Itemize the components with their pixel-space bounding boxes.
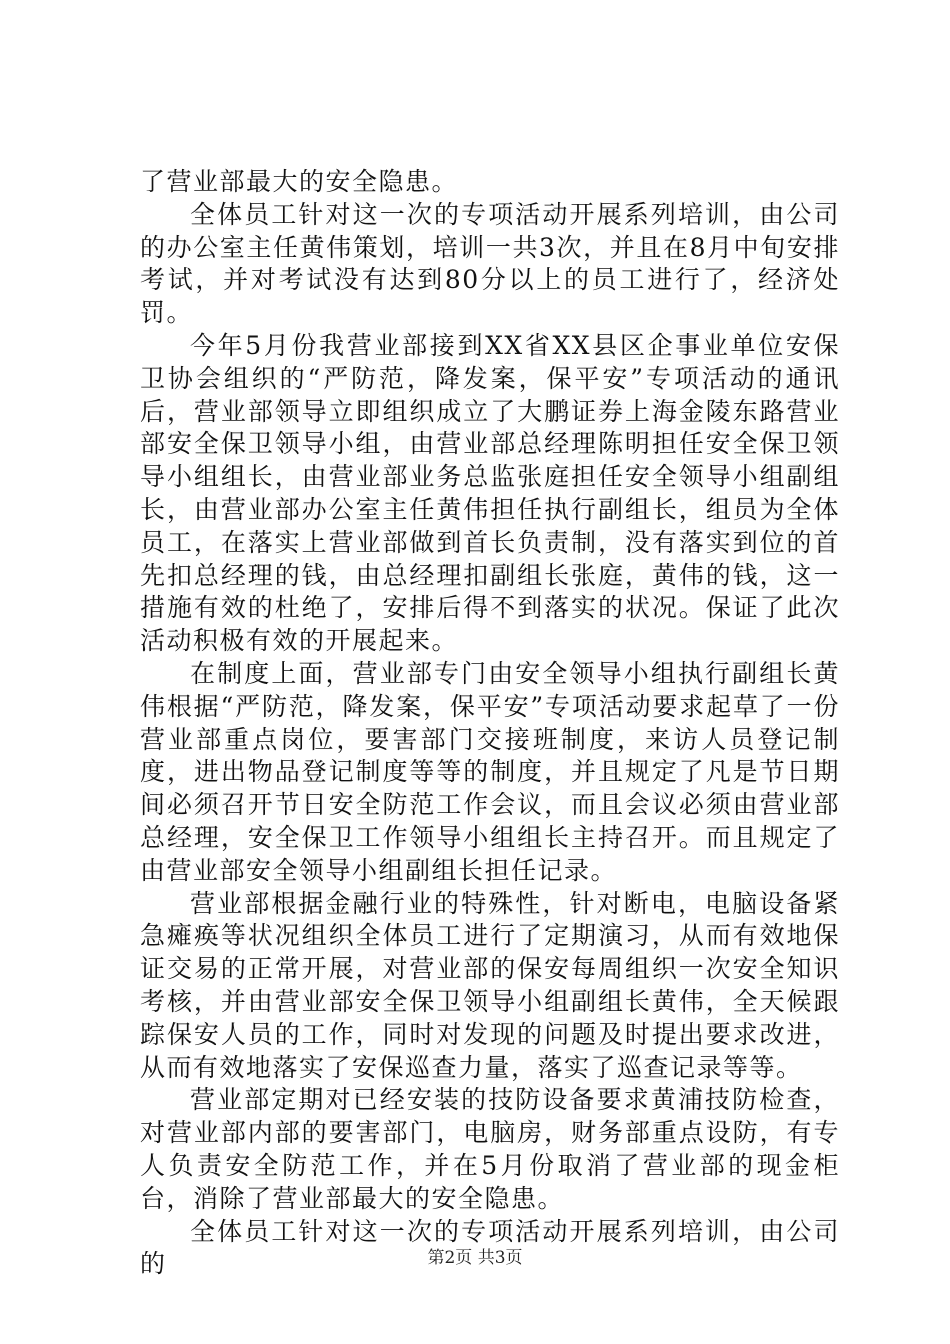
document-body xyxy=(140,166,840,1281)
paragraph-training: 全体员工针对这一次的专项活动开展系列培训，由公司的办公室主任黄伟策划，培训一共3次，并且在8月中旬安排考试，并对考试没有达到80分以上的员工进行了，经济处罚。 xyxy=(140,199,840,328)
paragraph-continuation: 了营业部最大的安全隐患。 xyxy=(140,167,459,196)
paragraph-regulations: 在制度上面，营业部专门由安全领导小组执行副组长黄伟根据“严防范，降发案，保平安”专项活动要求起草了一份营业部重点岗位，要害部门交接班制度，来访人员登记制度，进出物品登记制度等等的制度，并且规定了凡是节日期间必须召开节日安全防范工作会议，而且会议必须由营业部总经理，安全保卫工作领导小组组长主持召开。而且规定了由营业部安全领导小组副组长担任记录。 xyxy=(140,658,840,885)
paragraph-drills: 营业部根据金融行业的特殊性，针对断电，电脑设备紧急瘫痪等状况组织全体员工进行了定期演习，从而有效地保证交易的正常开展，对营业部的保安每周组织一次安全知识考核，并由营业部安全保卫领导小组副组长黄伟，全天候跟踪保安人员的工作，同时对发现的问题及时提出要求改进，从而有效地落实了安保巡查力量，落实了巡查记录等等。 xyxy=(140,888,840,1082)
paragraph-equipment: 营业部定期对已经安装的技防设备要求黄浦技防检查，对营业部内部的要害部门，电脑房，财务部重点设防，有专人负责安全防范工作，并在5月份取消了营业部的现金柜台，消除了营业部最大的安全隐患。 xyxy=(140,1085,840,1213)
page-number-footer: 第2页 共3页 xyxy=(427,1248,523,1268)
paragraph-organization: 今年5月份我营业部接到XX省XX县区企事业单位安保卫协会组织的“严防范，降发案，保平安”专项活动的通讯后，营业部领导立即组织成立了大鹏证券上海金陵东路营业部安全保卫领导小组，由营业部总经理陈明担任安全保卫领导小组组长，由营业部业务总监张庭担任安全领导小组副组长，由营业部办公室主任黄伟担任执行副组长，组员为全体员工，在落实上营业部做到首长负责制，没有落实到位的首先扣总经理的钱，由总经理扣副组长张庭，黄伟的钱，这一措施有效的杜绝了，安排后得不到落实的状况。保证了此次活动积极有效的开展起来。 xyxy=(140,330,840,656)
paragraph-training-repeat: 全体员工针对这一次的专项活动开展系列培训，由公司的 xyxy=(140,1216,840,1279)
